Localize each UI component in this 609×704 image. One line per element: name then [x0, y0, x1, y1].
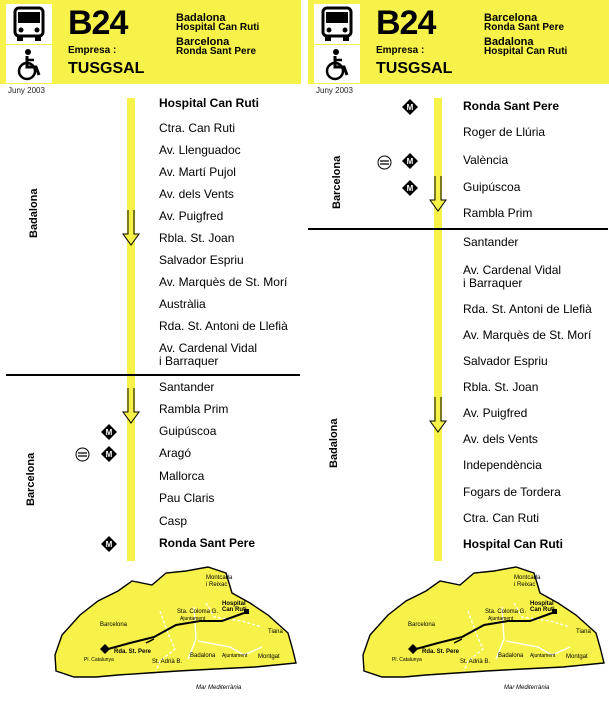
svg-text:Rda. St. Pere: Rda. St. Pere: [114, 649, 152, 655]
stop-item: Rbla. St. Joan: [159, 231, 235, 245]
route-number: B24: [376, 4, 436, 42]
stop-item: Santander: [159, 380, 215, 394]
svg-text:M: M: [406, 103, 414, 112]
metro-icon: [101, 424, 117, 440]
stop-item: Ronda Sant Pere: [463, 99, 560, 113]
stop-item: Ronda Sant Pere: [159, 536, 256, 550]
stop-item: Av. Cardenal Vidal: [463, 263, 562, 277]
metro-icon: [402, 99, 418, 115]
svg-text:i Reixac: i Reixac: [514, 582, 536, 588]
edition-date: Juny 2003: [316, 86, 353, 95]
stop-item: Av. Marquès de St. Morí: [159, 275, 288, 289]
zone-label-badalona: Badalona: [28, 188, 40, 238]
svg-text:M: M: [105, 428, 113, 437]
stop-item: Casp: [159, 514, 188, 528]
svg-text:Badalona: Badalona: [498, 653, 524, 659]
metro-icon: [101, 446, 117, 462]
svg-text:Can Ruti: Can Ruti: [530, 607, 555, 613]
stop-item: Ctra. Can Ruti: [159, 121, 236, 135]
company-name: TUSGSAL: [376, 60, 453, 77]
svg-text:Ajuntament: Ajuntament: [530, 653, 556, 659]
route-terminals: [176, 13, 259, 57]
route-line: [127, 98, 135, 561]
stop-item: Rda. St. Antoni de Llefià: [463, 302, 592, 316]
timetable-panel-barcelona-badalona: [308, 0, 609, 704]
stop-item: Hospital Can Ruti: [159, 96, 260, 110]
stop-item: Mallorca: [159, 469, 205, 483]
zone-label-badalona: Badalona: [328, 418, 340, 468]
svg-text:Hospital: Hospital: [530, 601, 554, 607]
stop-item: Av. Cardenal Vidal: [159, 341, 258, 355]
company-label: Empresa :: [68, 45, 117, 56]
stop-item: Guipúscoa: [463, 180, 521, 194]
route-header: [0, 0, 301, 84]
svg-text:Tiana: Tiana: [576, 629, 591, 635]
stop-item: Austràlia: [159, 297, 206, 311]
company-name: TUSGSAL: [68, 60, 145, 77]
svg-text:M: M: [406, 184, 414, 193]
stop-item: Av. Marquès de St. Morí: [463, 328, 592, 342]
svg-text:Sta. Coloma G.: Sta. Coloma G.: [177, 609, 219, 615]
direction-arrow-icon: [429, 176, 447, 212]
company-label: Empresa :: [376, 45, 425, 56]
svg-text:Ajuntament: Ajuntament: [222, 653, 248, 659]
svg-text:M: M: [105, 540, 113, 549]
zone-divider: [308, 228, 608, 230]
metro-icon: [402, 180, 418, 196]
svg-text:St. Adrià B.: St. Adrià B.: [152, 659, 183, 665]
svg-text:Mar Mediterrània: Mar Mediterrània: [196, 685, 242, 691]
route-line: [434, 98, 442, 561]
stop-item: Independència: [463, 458, 542, 472]
zone-divider: [6, 374, 300, 376]
metro-icon: [402, 153, 418, 169]
stop-item: Salvador Espriu: [159, 253, 244, 267]
stop-item: Pau Claris: [159, 491, 215, 505]
bus-icon: [314, 4, 360, 44]
svg-text:M: M: [105, 450, 113, 459]
stop-item: Rda. St. Antoni de Llefià: [159, 319, 288, 333]
stop-item: Salvador Espriu: [463, 354, 548, 368]
svg-text:Ajuntament: Ajuntament: [180, 616, 206, 622]
stop-item: Santander: [463, 235, 519, 249]
destination-stop: Ronda Sant Pere: [176, 46, 257, 57]
svg-text:Pl. Catalunya: Pl. Catalunya: [392, 657, 422, 663]
svg-text:i Reixac: i Reixac: [206, 582, 228, 588]
stop-item: Av. dels Vents: [463, 432, 538, 446]
stop-item: Av. Martí Pujol: [159, 165, 236, 179]
direction-arrow-icon: [429, 397, 447, 433]
svg-text:Montgat: Montgat: [258, 654, 280, 660]
stop-item: Ctra. Can Ruti: [463, 511, 540, 525]
route-number: B24: [68, 4, 128, 42]
svg-text:Barcelona: Barcelona: [100, 622, 128, 628]
direction-arrow-icon: [122, 388, 140, 424]
wheelchair-icon: [314, 45, 360, 83]
origin-stop: Ronda Sant Pere: [484, 22, 565, 33]
rodalies-icon: [75, 447, 90, 462]
stop-item: Av. dels Vents: [159, 187, 234, 201]
svg-text:Sta. Coloma G.: Sta. Coloma G.: [485, 609, 527, 615]
route-terminals: [484, 13, 567, 57]
route-map: [0, 563, 301, 700]
svg-text:St. Adrià B.: St. Adrià B.: [460, 659, 491, 665]
bus-icon: [6, 4, 52, 44]
stop-item: Rambla Prim: [159, 402, 229, 416]
stop-item: i Barraquer: [463, 276, 523, 290]
svg-text:Badalona: Badalona: [190, 653, 216, 659]
edition-date: Juny 2003: [8, 86, 45, 95]
stop-item: Guipúscoa: [159, 424, 217, 438]
destination-city: Badalona: [484, 36, 534, 48]
svg-text:Rda. St. Pere: Rda. St. Pere: [422, 649, 460, 655]
origin-city: Barcelona: [484, 12, 538, 24]
stop-item: Rambla Prim: [463, 206, 533, 220]
stop-item: Av. Puigfred: [159, 209, 224, 223]
stop-item: Roger de Llúria: [463, 125, 546, 139]
route-map: [308, 563, 609, 700]
svg-text:Can Ruti: Can Ruti: [222, 607, 247, 613]
stop-item: i Barraquer: [159, 354, 219, 368]
timetable-panel-badalona-barcelona: [0, 0, 301, 704]
stop-item: València: [463, 153, 509, 167]
svg-text:Barcelona: Barcelona: [408, 622, 436, 628]
svg-text:Hospital: Hospital: [222, 601, 246, 607]
wheelchair-icon: [6, 45, 52, 83]
destination-city: Barcelona: [176, 36, 230, 48]
destination-stop: Hospital Can Ruti: [484, 46, 568, 57]
svg-text:Pl. Catalunya: Pl. Catalunya: [84, 657, 114, 663]
origin-city: Badalona: [176, 12, 226, 24]
zone-label-barcelona: Barcelona: [331, 155, 343, 209]
zone-label-barcelona: Barcelona: [25, 452, 37, 506]
direction-arrow-icon: [122, 210, 140, 246]
metro-icon: [101, 536, 117, 552]
stop-item: Av. Llenguadoc: [159, 143, 241, 157]
route-header: [308, 0, 609, 84]
svg-text:Montcada: Montcada: [206, 575, 233, 581]
stop-item: Aragó: [159, 446, 192, 460]
stop-item: Rbla. St. Joan: [463, 380, 539, 394]
stop-item: Fogars de Tordera: [463, 485, 561, 499]
svg-text:Mar Mediterrània: Mar Mediterrània: [504, 685, 550, 691]
stop-item: Av. Puigfred: [463, 406, 528, 420]
stop-item: Hospital Can Ruti: [463, 537, 564, 551]
svg-text:Ajuntament: Ajuntament: [488, 616, 514, 622]
svg-text:Montcada: Montcada: [514, 575, 541, 581]
rodalies-icon: [377, 155, 392, 170]
svg-text:Montgat: Montgat: [566, 654, 588, 660]
svg-text:Tiana: Tiana: [268, 629, 283, 635]
origin-stop: Hospital Can Ruti: [176, 22, 260, 33]
svg-text:M: M: [406, 157, 414, 166]
